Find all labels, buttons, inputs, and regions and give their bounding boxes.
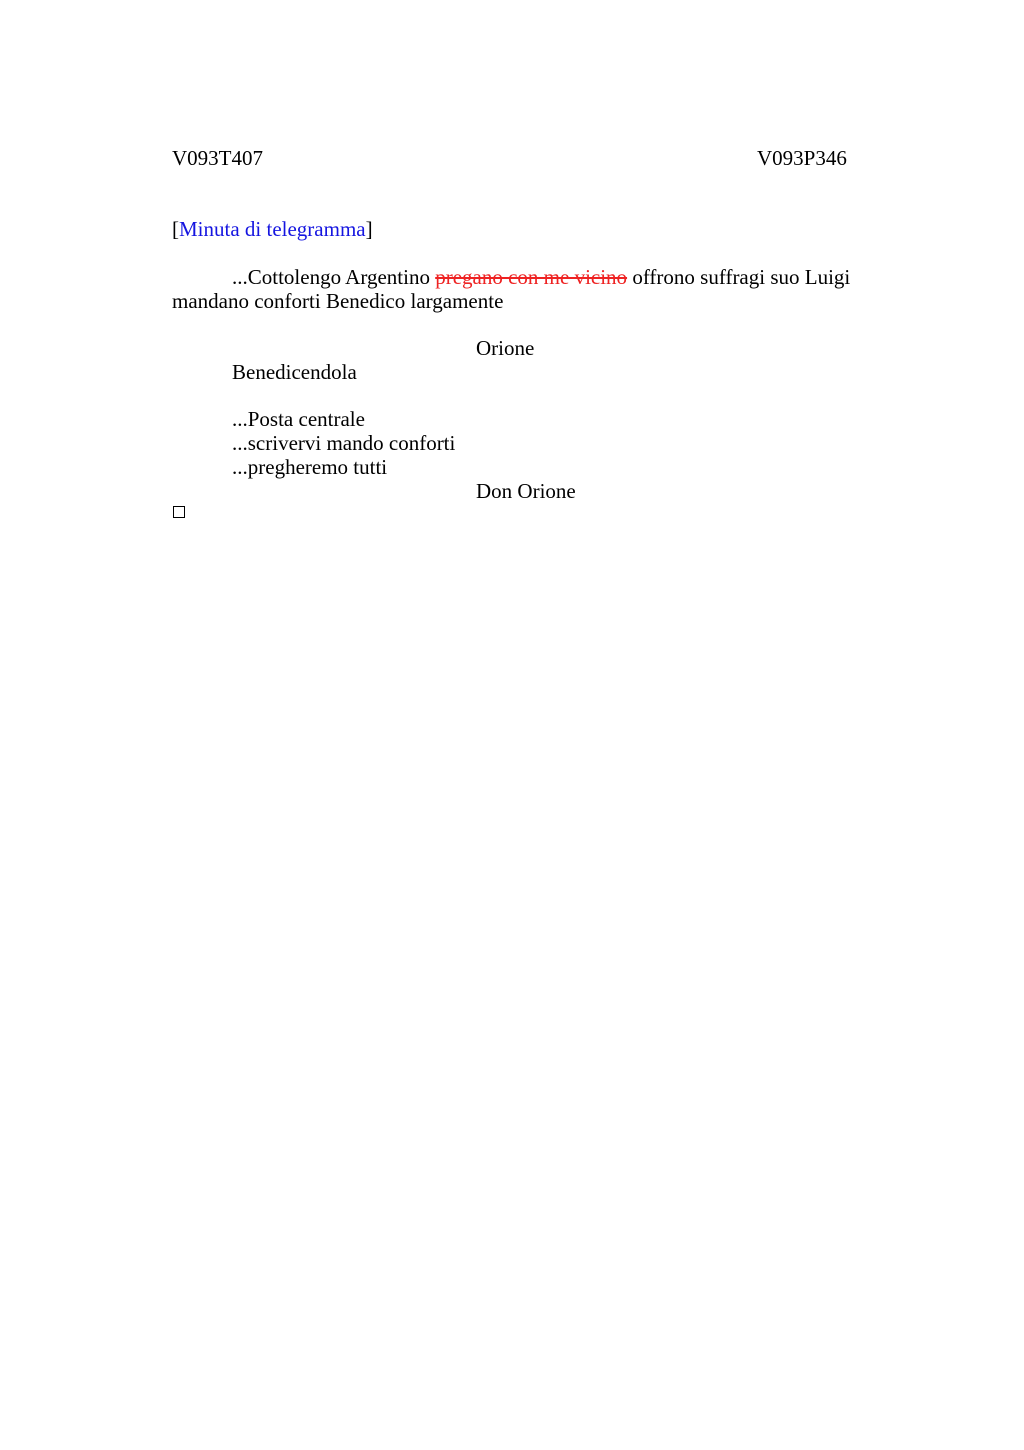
- line-scrivervi: ...scrivervi mando conforti: [232, 431, 456, 455]
- struck-deletion: pregano con me vicino: [435, 265, 628, 289]
- paragraph-text-after: offrono suffragi suo Luigi mandano conforti Benedico largamente: [172, 265, 851, 313]
- telegram-paragraph: [172, 265, 932, 313]
- signature-don-orione: Don Orione: [476, 479, 576, 503]
- heading-title: Minuta di telegramma: [179, 217, 366, 241]
- signature-orione: Orione: [476, 336, 535, 360]
- document-heading: [172, 217, 373, 241]
- paragraph-text-before: ...Cottolengo Argentino: [232, 265, 436, 289]
- left-document-code: V093T407: [172, 146, 263, 170]
- right-document-code: V093P346: [757, 146, 847, 170]
- end-square-icon: [173, 506, 185, 518]
- line-pregheremo: ...pregheremo tutti: [232, 455, 388, 479]
- heading-close-bracket: ]: [365, 217, 373, 241]
- line-benedicendola: Benedicendola: [232, 360, 357, 384]
- heading-open-bracket: [: [172, 217, 179, 241]
- line-posta-centrale: ...Posta centrale: [232, 407, 365, 431]
